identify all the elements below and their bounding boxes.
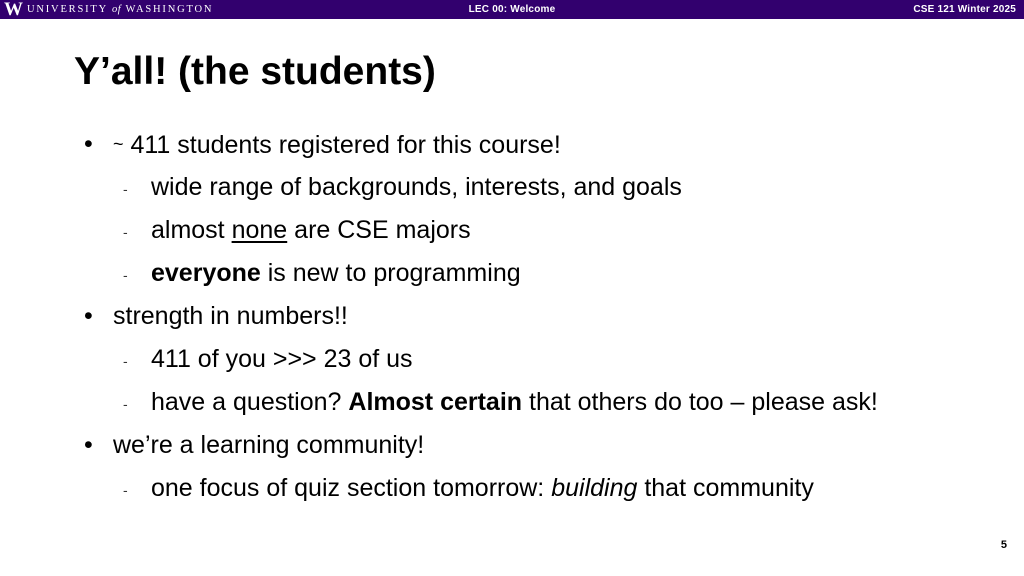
sub-bullet-marker: -: [123, 396, 128, 412]
sub-bullet-item: [0, 381, 1024, 424]
tilde-symbol: ~: [113, 134, 124, 154]
bullet-marker: •: [84, 130, 93, 158]
bullet-text: strength in numbers!!: [113, 302, 348, 330]
bold-phrase: Almost certain: [348, 388, 523, 416]
italic-word: building: [551, 474, 638, 502]
bullet-text: ~ 411 students registered for this course!: [113, 131, 561, 159]
sub-bullet-marker: -: [123, 224, 128, 240]
sub-bullet-text: almost none are CSE majors: [151, 216, 471, 244]
sub-bullet-item: [0, 338, 1024, 381]
uw-w-logo-icon: W: [4, 0, 22, 20]
bullet-item: [0, 424, 1024, 467]
sub-bullet-text: one focus of quiz section tomorrow: building that community: [151, 474, 814, 502]
sub-bullet-text: wide range of backgrounds, interests, and goals: [151, 173, 682, 201]
sub-bullet-marker: -: [123, 353, 128, 369]
sub-bullet-text: 411 of you >>> 23 of us: [151, 345, 413, 373]
sub-bullet-marker: -: [123, 181, 128, 197]
lecture-title: LEC 00: Welcome: [468, 4, 556, 15]
bullet-item: [0, 123, 1024, 166]
page-number: 5: [1000, 539, 1007, 551]
bold-word: everyone: [151, 259, 261, 287]
bullet-marker: •: [84, 431, 93, 459]
course-title: CSE 121 Winter 2025: [913, 4, 1016, 15]
uw-wordmark: UNIVERSITY of WASHINGTON: [27, 4, 214, 15]
sub-bullet-text: have a question? Almost certain that others do too – please ask!: [151, 388, 878, 416]
bullet-marker: •: [84, 302, 93, 330]
slide-title: Y’all! (the students): [74, 50, 436, 93]
bullet-item: [0, 295, 1024, 338]
sub-bullet-item: [0, 467, 1024, 510]
sub-bullet-text: everyone is new to programming: [151, 259, 521, 287]
sub-bullet-marker: -: [123, 267, 128, 283]
sub-bullet-marker: -: [123, 482, 128, 498]
sub-bullet-item: [0, 209, 1024, 252]
underlined-word: none: [231, 216, 288, 244]
sub-bullet-item: [0, 252, 1024, 295]
top-banner: [0, 0, 1024, 19]
bullet-text: we’re a learning community!: [113, 431, 425, 459]
sub-bullet-item: [0, 166, 1024, 209]
